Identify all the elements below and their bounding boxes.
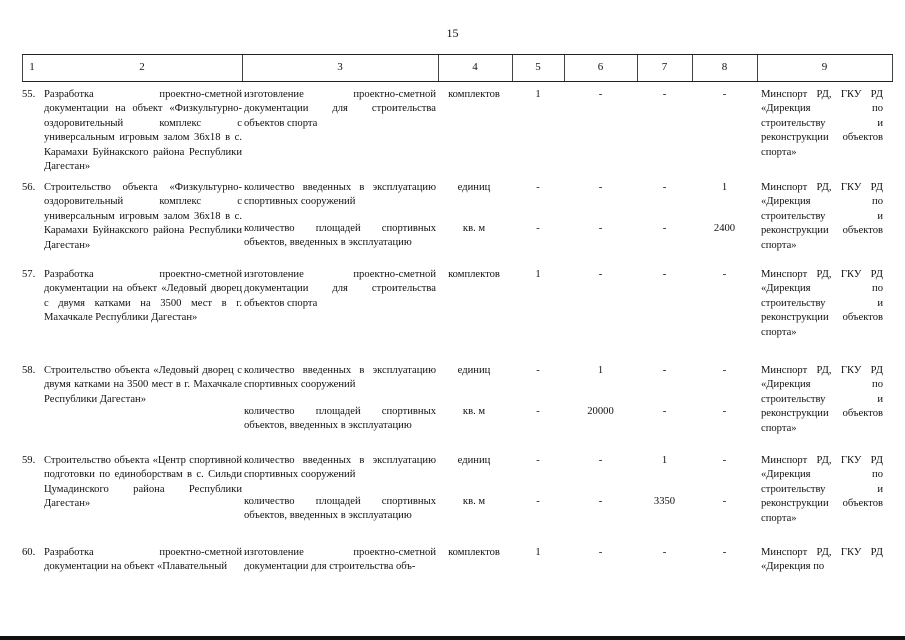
event-name: Строительство объекта «Ледовый дворец с двумя катками на 3500 мест в г. Махачкале Республики Дагестан»	[44, 365, 242, 405]
value-col-5: 1	[535, 547, 541, 558]
unit: кв. м	[462, 406, 486, 417]
page-number: 15	[446, 26, 459, 40]
header-col-8: 8	[721, 61, 728, 73]
unit: комплектов	[448, 269, 500, 280]
value-col-6: -	[598, 547, 603, 558]
value-col-5: 1	[535, 89, 541, 100]
indicator-text: количество введенных в эксплуатацию спортивных сооружений	[244, 182, 436, 208]
value-col-5: -	[536, 455, 540, 466]
indicator-text: изготовление проектно-сметной документации для строительства объектов спорта	[244, 269, 436, 309]
value-col-7: -	[662, 223, 667, 234]
value-col-8: 1	[721, 182, 728, 193]
value-col-6: -	[598, 89, 603, 100]
row-number: 57.	[22, 269, 36, 280]
header-col-6: 6	[597, 61, 604, 73]
value-col-7: -	[662, 89, 667, 100]
header-col-3: 3	[337, 61, 343, 73]
indicator-text: количество площадей спортивных объектов, введенных в эксплуатацию	[244, 496, 436, 522]
header-col-5: 5	[535, 61, 541, 73]
value-col-7: -	[662, 547, 667, 558]
event-name: Строительство объекта «Физкультурно-оздоровительный комплекс с универсальным игровым залом 36х18 в с. Карамахи Буйнакского района Республики Дагестан»	[44, 182, 242, 251]
event-name: Строительство объекта «Центр спортивной подготовки по единоборствам в с. Сильди Цумадинского района Республики Дагестан»	[44, 455, 242, 510]
value-col-5: -	[536, 365, 540, 376]
value-col-6: -	[598, 223, 603, 234]
row-number: 59.	[22, 455, 36, 466]
event-name: Разработка проектно-сметной документации на объект «Плавательный	[44, 547, 242, 573]
value-col-5: 1	[535, 269, 541, 280]
value-col-8: 2400	[713, 223, 736, 234]
value-col-8: -	[722, 496, 727, 507]
value-col-8: -	[722, 89, 727, 100]
value-col-7: 1	[661, 455, 668, 466]
unit: единиц	[457, 182, 491, 193]
value-col-5: -	[536, 223, 540, 234]
unit: комплектов	[448, 89, 500, 100]
unit: единиц	[457, 455, 491, 466]
value-col-6: -	[598, 496, 603, 507]
unit: кв. м	[462, 496, 486, 507]
value-col-6: -	[598, 182, 603, 193]
indicator-text: количество введенных в эксплуатацию спортивных сооружений	[244, 455, 436, 481]
row-number: 58.	[22, 365, 36, 376]
row-number: 56.	[22, 182, 36, 193]
header-col-7: 7	[661, 61, 668, 73]
program-table	[22, 54, 893, 82]
value-col-5: -	[536, 182, 540, 193]
value-col-7: -	[662, 182, 667, 193]
header-col-4: 4	[472, 61, 478, 73]
indicator-text: изготовление проектно-сметной документации для строительства объектов спорта	[244, 89, 436, 129]
value-col-5: -	[536, 406, 540, 417]
value-col-8: -	[722, 547, 727, 558]
value-col-8: -	[722, 406, 727, 417]
unit: комплектов	[448, 547, 500, 558]
indicator-text: количество введенных в эксплуатацию спортивных сооружений	[244, 365, 436, 391]
executor: Минспорт РД, ГКУ РД «Дирекция по строительству и реконструкции объектов спорта»	[761, 182, 883, 251]
scan-edge	[0, 636, 905, 640]
unit: единиц	[457, 365, 491, 376]
executor: Минспорт РД, ГКУ РД «Дирекция по	[761, 547, 883, 573]
header-col-1: 1	[29, 61, 35, 73]
event-name: Разработка проектно-сметной документации на объект «Ледовый дворец с двумя катками на 3500 мест в г. Махачкале Республики Дагестан»	[44, 269, 242, 324]
value-col-8: -	[722, 455, 727, 466]
value-col-8: -	[722, 269, 727, 280]
event-name: Разработка проектно-сметной документации на объект «Физкультурно-оздоровительный комплекс с универсальным игровым залом 36х18 в с. Карамахи Буйнакского района Республики Дагестан»	[44, 89, 242, 173]
executor: Минспорт РД, ГКУ РД «Дирекция по строительству и реконструкции объектов спорта»	[761, 89, 883, 158]
indicator-text: количество площадей спортивных объектов, введенных в эксплуатацию	[244, 223, 436, 249]
value-col-7: -	[662, 269, 667, 280]
table-header-row	[22, 55, 893, 82]
value-col-6: 1	[597, 365, 604, 376]
value-col-6: -	[598, 455, 603, 466]
value-col-7: -	[662, 406, 667, 417]
row-number: 55.	[22, 89, 36, 100]
unit: кв. м	[462, 223, 486, 234]
header-col-2: 2	[139, 61, 145, 73]
executor: Минспорт РД, ГКУ РД «Дирекция по строительству и реконструкции объектов спорта»	[761, 365, 883, 434]
value-col-7: -	[662, 365, 667, 376]
value-col-6: -	[598, 269, 603, 280]
executor: Минспорт РД, ГКУ РД «Дирекция по строительству и реконструкции объектов спорта»	[761, 455, 883, 524]
executor: Минспорт РД, ГКУ РД «Дирекция по строительству и реконструкции объектов спорта»	[761, 269, 883, 338]
indicator-text: количество площадей спортивных объектов, введенных в эксплуатацию	[244, 406, 436, 432]
value-col-7: 3350	[653, 496, 676, 507]
indicator-text: изготовление проектно-сметной документации для строительства объ-	[244, 547, 436, 573]
value-col-6: 20000	[587, 406, 614, 417]
value-col-5: -	[536, 496, 540, 507]
value-col-8: -	[722, 365, 727, 376]
row-number: 60.	[22, 547, 36, 558]
header-col-9: 9	[821, 61, 828, 73]
